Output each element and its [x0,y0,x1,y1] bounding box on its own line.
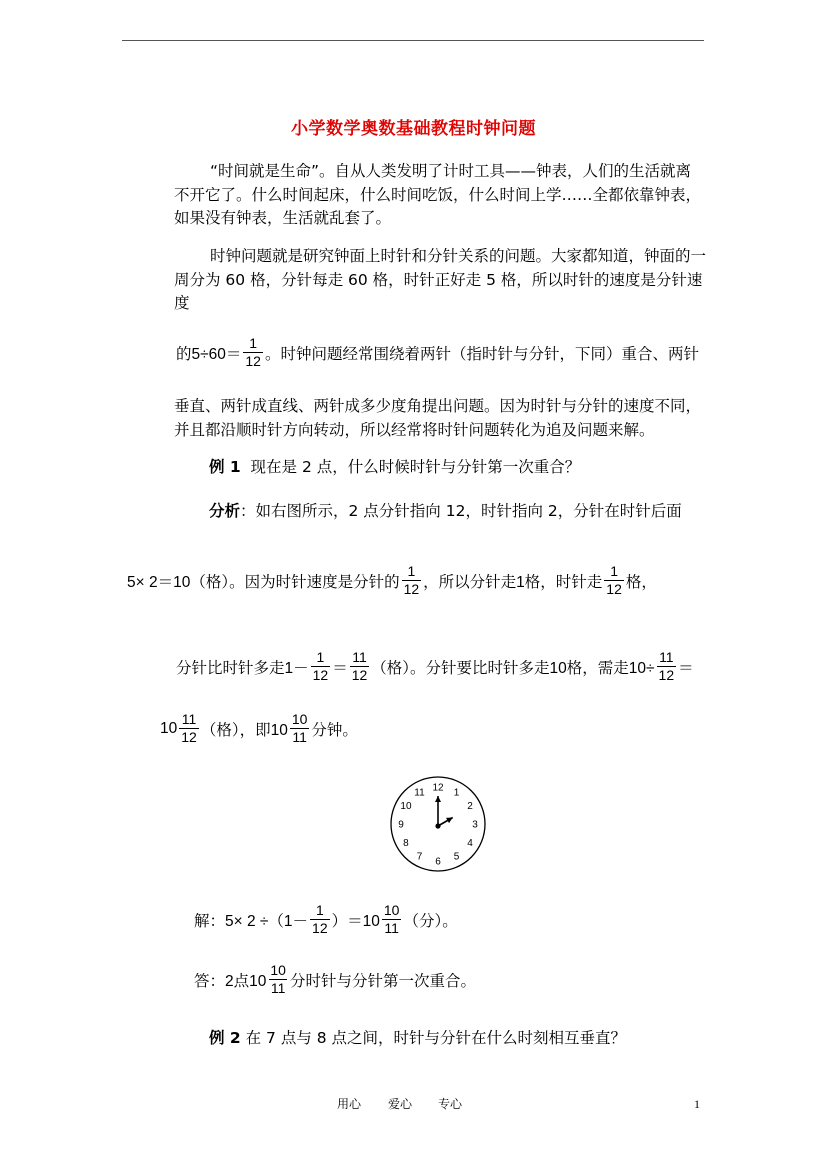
answer-a: 答：2点10 [194,972,267,990]
example-1-label: 例 1 [209,458,241,476]
footer-text-3: 专心 [438,1097,463,1111]
math-line-1-b: ，所以分针走1格，时针走 [423,573,603,591]
clock-number-10: 10 [400,801,412,812]
clock-number-3: 3 [472,819,478,831]
clock-number-7: 7 [416,851,423,863]
solution-b: ）＝10 [331,912,380,930]
math-line-3-fraction-1: $\frac{11}{12}$ [181,711,197,745]
analysis-label: 分析 [209,502,241,520]
clock-diagram [389,775,487,873]
math-line-1 [127,564,657,597]
math-line-3-a: 10 [160,719,178,737]
answer-fraction: $\frac{10}{11}$ [270,962,286,996]
header-rule [122,40,704,41]
math-line-2-a: 分针比时针多走1－ [176,659,309,677]
math-line-1-a: 5× 2＝10（格）。因为时针速度是分针的 [127,573,400,591]
clock-number-4: 4 [467,838,473,849]
clock-number-12: 12 [432,782,444,794]
analysis [209,499,682,521]
solution-c: （分）。 [403,912,458,930]
solution-a: 解：5× 2 ÷（1－ [194,912,309,930]
answer-b: 分时针与分针第一次重合。 [289,972,476,990]
math-line-2-fraction-1: $\frac{1}{12}$ [312,649,329,683]
clock-number-6: 6 [435,856,441,868]
math-line-2-fraction-2: $\frac{11}{12}$ [351,649,368,683]
example-2-question: 在 7 点与 8 点之间，时针与分针在什么时刻相互垂直？ [240,1029,627,1047]
clock-number-2: 2 [467,801,473,812]
clock-number-11: 11 [414,787,425,799]
clock-center [435,823,440,828]
fraction-one-twelfth: $\frac{1}{12}$ [245,335,261,369]
document-title: 小学数学奥数基础教程时钟问题 [291,119,536,139]
math-line-2 [176,650,694,683]
math-line-2-c: （格）。分针要比时针多走10格，需走10÷ [371,659,655,677]
solution-fraction-2: $\frac{10}{11}$ [383,902,400,936]
math-line-1-c: 格， [625,573,657,591]
math-line-3-c: 分钟。 [311,721,358,739]
speed-equation-line [176,336,699,369]
speed-prefix: 的5÷60＝ [176,345,242,363]
minute-hand-arrow [435,796,441,802]
page-number: 1 [694,1097,700,1111]
example-2 [209,1026,626,1048]
math-line-3 [160,712,358,745]
speed-paragraph: 时钟问题就是研究钟面上时针和分针关系的问题。大家都知道，钟面的一周分为 60 格，分针每走 60 格，时针正好走 5 格，所以时针的速度是分针速度 [174,247,707,312]
intro-paragraph: “时间就是生命”。自从人类发明了计时工具——钟表，人们的生活就离不开它了。什么时间起床，什么时间吃饭，什么时间上学……全都依靠钟表，如果没有钟表，生活就乱套了。 [174,162,702,227]
analysis-text: ：如右图所示，2 点分针指向 12，时针指向 2，分针在时针后面 [240,502,682,520]
math-line-3-fraction-2: $\frac{10}{11}$ [291,711,308,745]
math-line-2-b: ＝ [332,659,348,677]
answer-line [194,963,476,996]
math-line-3-b: （格），即10 [200,721,288,739]
example-1 [209,455,580,477]
clock-number-5: 5 [453,851,460,863]
example-2-label: 例 2 [209,1029,241,1047]
footer-text-1: 用心 [337,1097,362,1111]
example-1-question: 现在是 2 点，什么时候时针与分针第一次重合？ [240,458,581,476]
clock-number-8: 8 [403,838,409,849]
math-line-2-d: ＝ [678,659,694,677]
clock-number-1: 1 [453,787,460,799]
footer-text-2: 爱心 [388,1097,413,1111]
speed-suffix: 。时钟问题经常围绕着两针（指时针与分针，下同）重合、两针 [264,344,699,363]
math-line-2-fraction-3: $\frac{11}{12}$ [658,649,675,683]
solution-fraction-1: $\frac{1}{12}$ [312,902,328,936]
chase-paragraph: 垂直、两针成直线、两针成多少度角提出问题。因为时针与分针的速度不同，并且都沿顺时针方向转动，所以经常将时针问题转化为追及问题来解。 [174,397,702,439]
solution-line [194,903,458,936]
clock-number-9: 9 [398,819,404,831]
math-line-1-fraction-1: $\frac{1}{12}$ [403,563,420,597]
math-line-1-fraction-2: $\frac{1}{12}$ [606,563,622,597]
